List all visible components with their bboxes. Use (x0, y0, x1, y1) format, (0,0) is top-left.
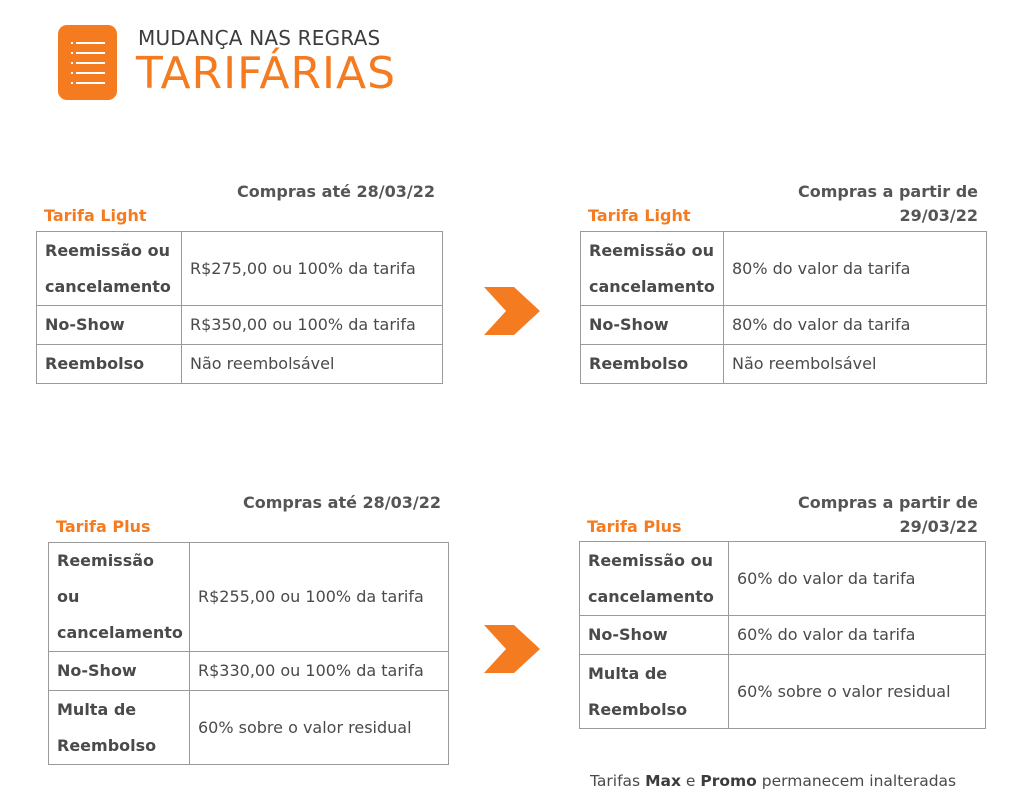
footnote-prefix: Tarifas (590, 772, 641, 790)
light-after-period: Compras a partir de 29/03/22 (797, 182, 978, 225)
plus-after-fare-label: Tarifa Plus (587, 517, 682, 536)
table-row (581, 306, 987, 345)
plus-before-table (48, 542, 449, 765)
plus-before-fare-label: Tarifa Plus (56, 517, 151, 536)
table-row (49, 543, 449, 652)
table-row (49, 652, 449, 691)
light-after-fare-label: Tarifa Light (588, 206, 691, 225)
row-label: Reemissão ou cancelamento (581, 232, 724, 306)
row-value: 60% sobre o valor residual (190, 691, 449, 765)
row-value: R$255,00 ou 100% da tarifa (190, 543, 449, 652)
footnote (590, 772, 956, 790)
chevron-right-icon (484, 625, 540, 673)
footnote-suffix: permanecem inalteradas (761, 772, 957, 790)
footnote-max: Max (645, 772, 681, 790)
row-label: No-Show (49, 652, 190, 691)
row-value: 60% do valor da tarifa (729, 616, 986, 655)
table-row (580, 542, 986, 616)
header-subtitle: MUDANÇA NAS REGRAS (138, 26, 381, 50)
table-row (37, 345, 443, 384)
row-value: Não reembolsável (182, 345, 443, 384)
plus-after-table (579, 541, 986, 729)
row-value: 80% do valor da tarifa (724, 232, 987, 306)
light-before-fare-label: Tarifa Light (44, 206, 147, 225)
table-row (37, 232, 443, 306)
plus-after-period: Compras a partir de 29/03/22 (797, 493, 978, 536)
table-row (580, 616, 986, 655)
chevron-right-icon (484, 287, 540, 335)
row-label: No-Show (37, 306, 182, 345)
table-row (49, 691, 449, 765)
table-row (37, 306, 443, 345)
plus-before-period: Compras até 28/03/22 (243, 493, 441, 512)
row-label: Reembolso (37, 345, 182, 384)
row-label: Reembolso (581, 345, 724, 384)
table-row (581, 232, 987, 306)
row-value: R$275,00 ou 100% da tarifa (182, 232, 443, 306)
row-value: 60% do valor da tarifa (729, 542, 986, 616)
light-after-table (580, 231, 987, 384)
row-label: No-Show (581, 306, 724, 345)
row-label: Reemissão ou cancelamento (37, 232, 182, 306)
row-label: Reemissão ou cancelamento (580, 542, 729, 616)
row-value: 80% do valor da tarifa (724, 306, 987, 345)
row-value: R$350,00 ou 100% da tarifa (182, 306, 443, 345)
light-before-table (36, 231, 443, 384)
table-row (580, 655, 986, 729)
row-label: No-Show (580, 616, 729, 655)
row-value: 60% sobre o valor residual (729, 655, 986, 729)
footnote-and: e (685, 772, 696, 790)
row-label: Multa de Reembolso (580, 655, 729, 729)
table-row (581, 345, 987, 384)
header-title: TARIFÁRIAS (136, 48, 397, 99)
light-before-period: Compras até 28/03/22 (237, 182, 435, 201)
footnote-promo: Promo (700, 772, 757, 790)
document-list-icon (58, 25, 117, 100)
row-label: Multa de Reembolso (49, 691, 190, 765)
row-value: Não reembolsável (724, 345, 987, 384)
row-label: Reemissão ou cancelamento (49, 543, 190, 652)
row-value: R$330,00 ou 100% da tarifa (190, 652, 449, 691)
